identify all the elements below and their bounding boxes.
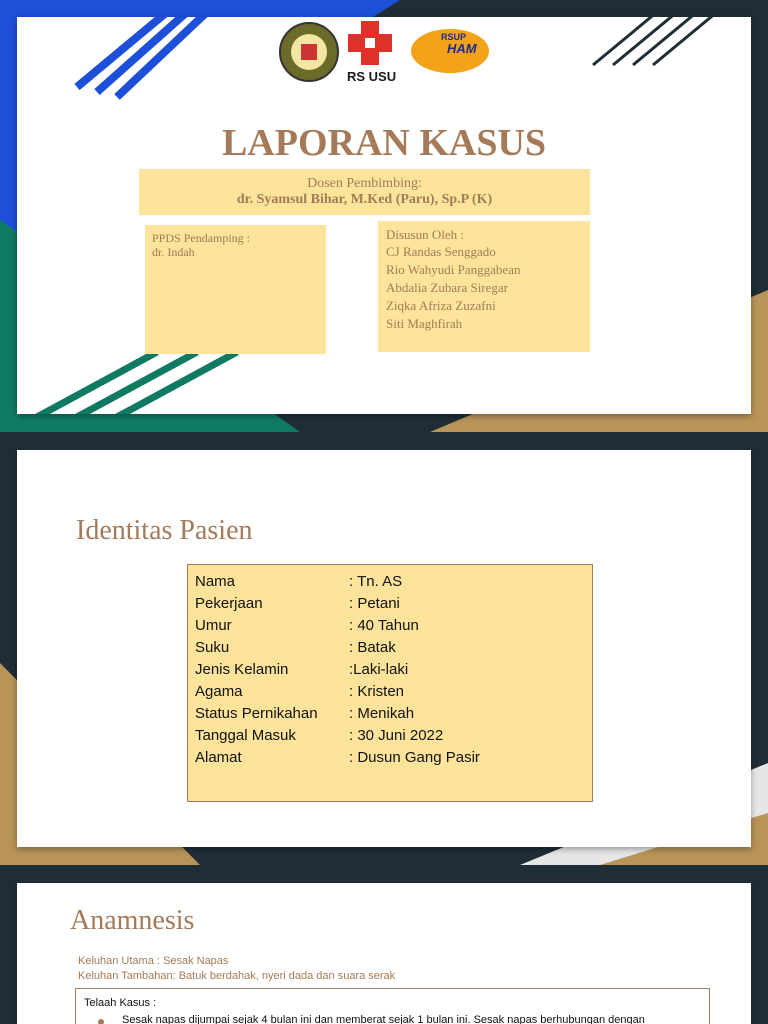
row-value: : 30 Juni 2022 xyxy=(349,727,444,744)
dosen-label: Dosen Pembimbing: xyxy=(307,176,422,191)
authors-box xyxy=(378,221,590,352)
telaah-label: Telaah Kasus : xyxy=(84,997,157,1009)
row-label: Nama xyxy=(195,573,236,590)
slide-identitas xyxy=(0,433,768,865)
row-value: : Petani xyxy=(349,595,400,612)
ppds-label: PPDS Pendamping : xyxy=(152,231,251,245)
keluhan-tambahan: Keluhan Tambahan: Batuk berdahak, nyeri dada dan suara serak xyxy=(78,970,396,982)
rs-usu-logo xyxy=(343,19,403,85)
table-row xyxy=(195,705,480,727)
rsup-ham-logo xyxy=(411,29,489,73)
telaah-text: Sesak napas dijumpai sejak 4 bulan ini dan memberat sejak 1 bulan ini. Sesak napas berhubungan dengan xyxy=(122,1014,645,1024)
row-label: Jenis Kelamin xyxy=(195,661,289,678)
identitas-box xyxy=(187,564,593,802)
row-label: Agama xyxy=(195,683,243,700)
row-value: : Batak xyxy=(349,639,396,656)
row-value: : Kristen xyxy=(349,683,405,700)
row-value: : 40 Tahun xyxy=(349,617,419,634)
faculty-seal-logo xyxy=(279,22,339,82)
author-item: Ziqka Afriza Zuzafni xyxy=(386,298,496,313)
ppds-name: dr. Indah xyxy=(152,245,195,259)
red-cross-icon xyxy=(343,19,403,67)
slide-anamnesis xyxy=(0,866,768,1024)
slide-title xyxy=(0,0,768,432)
rs-usu-label: RS USU xyxy=(347,69,397,84)
row-value: :Laki-laki xyxy=(349,661,409,678)
telaah-box xyxy=(75,988,710,1024)
bullet-icon xyxy=(98,1019,104,1024)
keluhan-utama: Keluhan Utama : Sesak Napas xyxy=(78,955,229,967)
table-row xyxy=(195,749,480,771)
author-item: Abdalia Zubara Siregar xyxy=(386,280,509,295)
table-row xyxy=(195,661,480,683)
ham-label: HAM xyxy=(447,41,477,56)
rsup-label: RSUP xyxy=(441,32,467,42)
table-row xyxy=(195,573,480,595)
row-value: : Tn. AS xyxy=(349,573,403,590)
author-item: CJ Randas Senggado xyxy=(386,244,496,259)
row-value: : Dusun Gang Pasir xyxy=(349,749,480,766)
slide2-card xyxy=(17,450,751,847)
table-row xyxy=(195,727,480,749)
author-item: Rio Wahyudi Panggabean xyxy=(386,262,521,277)
ppds-box xyxy=(145,225,326,354)
anamnesis-title: Anamnesis xyxy=(70,905,195,936)
row-label: Pekerjaan xyxy=(195,595,263,612)
row-label: Umur xyxy=(195,617,232,634)
slide1-card xyxy=(17,17,751,414)
dosen-box xyxy=(139,169,590,215)
dosen-name: dr. Syamsul Bihar, M.Ked (Paru), Sp.P (K) xyxy=(236,192,493,207)
table-row xyxy=(195,683,480,705)
table-row xyxy=(195,617,480,639)
row-label: Status Pernikahan xyxy=(195,705,318,722)
row-value: : Menikah xyxy=(349,705,415,722)
table-row xyxy=(195,639,480,661)
table-row xyxy=(195,595,480,617)
slide3-card xyxy=(17,883,751,1024)
identitas-table xyxy=(195,573,480,771)
author-item: Siti Maghfirah xyxy=(386,316,463,331)
authors-label: Disusun Oleh : xyxy=(386,227,464,242)
row-label: Suku xyxy=(195,639,230,656)
identitas-title: Identitas Pasien xyxy=(76,515,253,546)
row-label: Tanggal Masuk xyxy=(195,727,296,744)
slide-title-text: LAPORAN KASUS xyxy=(221,122,547,164)
row-label: Alamat xyxy=(195,749,242,766)
